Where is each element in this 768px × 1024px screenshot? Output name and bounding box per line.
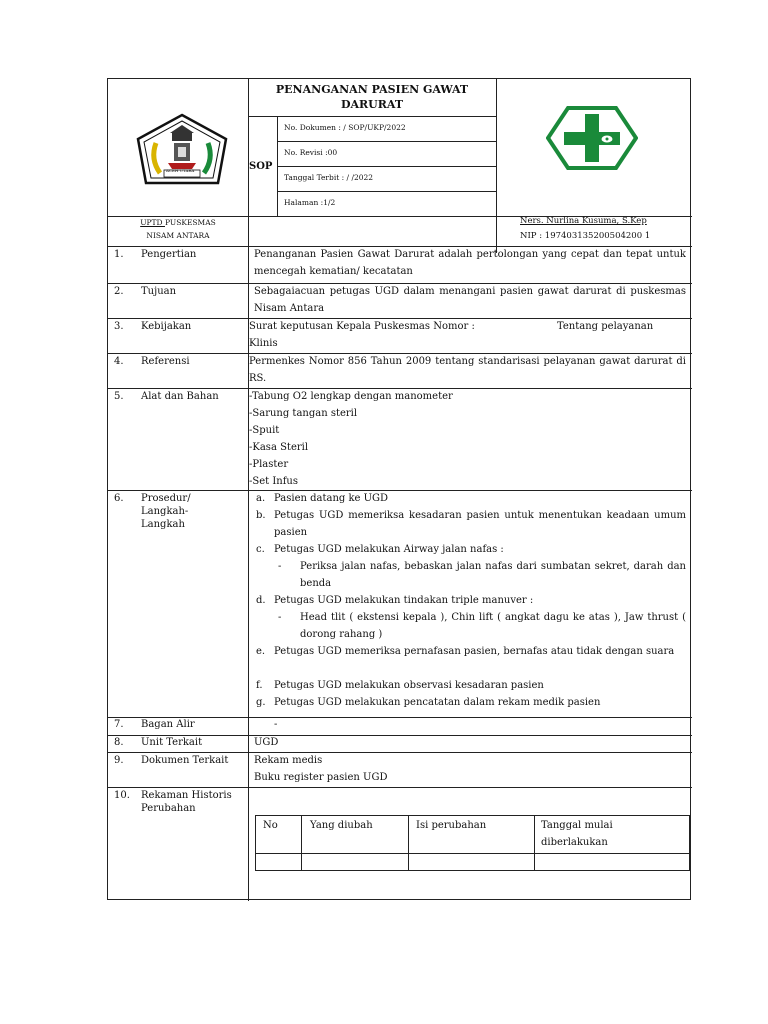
document-title-line1: PENANGANAN PASIEN GAWAT xyxy=(275,83,469,96)
page-number: Halaman :1/2 xyxy=(284,198,336,207)
step-text: Petugas UGD melakukan pencatatan dalam rekam medik pasien xyxy=(274,697,601,708)
row-label-kebijakan: Kebijakan xyxy=(141,321,192,332)
emblem-caption: ACEH UTARA xyxy=(166,168,195,173)
substep-marker: - xyxy=(278,561,282,572)
sop-document xyxy=(107,78,691,900)
org-name-puskesmas: PUSKESMAS xyxy=(164,218,216,227)
substep-marker: - xyxy=(278,612,282,623)
document-title-line2: DARURAT xyxy=(340,98,404,111)
org-name-uptd: UPTD xyxy=(140,218,165,227)
content-unit-terkait: UGD xyxy=(254,737,279,748)
row-label-rekaman-2: Perubahan xyxy=(141,803,196,814)
content-bagan-alir: - xyxy=(274,719,278,730)
step-marker: e. xyxy=(256,646,266,657)
step-marker: a. xyxy=(256,493,266,504)
step-text: Petugas UGD melakukan tindakan triple manuver : xyxy=(274,595,534,606)
row-label-dokumen-terkait: Dokumen Terkait xyxy=(141,755,229,766)
content-kebijakan-a: Surat keputusan Kepala Puskesmas Nomor : xyxy=(249,321,475,332)
list-item: -Spuit xyxy=(249,425,280,436)
content-referensi: Permenkes Nomor 856 Tahun 2009 tentang standarisasi pelayanan gawat darurat di RS. xyxy=(249,356,686,384)
list-item: Rekam medis xyxy=(254,755,323,766)
org-name-line2: NISAM ANTARA xyxy=(146,231,210,240)
sop-label: SOP xyxy=(249,161,273,172)
revision-number: No. Revisi :00 xyxy=(284,148,338,157)
row-number: 8. xyxy=(114,737,124,748)
table-header-no: No xyxy=(263,820,278,831)
table-header-isi-perubahan: Isi perubahan xyxy=(416,820,487,831)
row-label-bagan-alir: Bagan Alir xyxy=(141,719,195,730)
row-number: 9. xyxy=(114,755,124,766)
row-label-alat-bahan: Alat dan Bahan xyxy=(141,391,219,402)
step-marker: b. xyxy=(256,510,266,521)
signer-name: Ners. Nurlina Kusuma, S.Kep xyxy=(520,216,647,226)
org-name-line1 xyxy=(108,217,248,229)
step-marker: c. xyxy=(256,544,265,555)
step-marker: d. xyxy=(256,595,266,606)
content-tujuan: Sebagaiacuan petugas UGD dalam menangani pasien gawat darurat di puskesmas Nisam Antara xyxy=(254,286,686,314)
step-marker: g. xyxy=(256,697,266,708)
step-text: Petugas UGD memeriksa pernafasan pasien, bernafas atau tidak dengan suara xyxy=(274,646,675,657)
table-header-yang-diubah: Yang diubah xyxy=(310,820,373,831)
step-text: Pasien datang ke UGD xyxy=(274,493,389,504)
substep-text: Periksa jalan nafas, bebaskan jalan nafas dari sumbatan sekret, darah dan benda xyxy=(300,561,686,589)
list-item: -Sarung tangan steril xyxy=(249,408,358,419)
list-item: -Set Infus xyxy=(249,476,299,487)
content-kebijakan-b: Tentang pelayanan xyxy=(557,321,654,332)
substep-text: Head tlit ( ekstensi kepala ), Chin lift ( angkat dagu ke atas ), Jaw thrust ( dorong rahang ) xyxy=(300,612,686,640)
revision-history-table xyxy=(255,815,690,871)
content-pengertian: Penanganan Pasien Gawat Darurat adalah pertolongan yang cepat dan tepat untuk mencegah kematian/ kecatatan xyxy=(254,249,686,277)
row-number: 4. xyxy=(114,356,124,367)
row-label-rekaman-1: Rekaman Historis xyxy=(141,790,232,801)
list-item: Buku register pasien UGD xyxy=(254,772,388,783)
row-label-unit-terkait: Unit Terkait xyxy=(141,737,203,748)
regency-emblem-logo xyxy=(134,113,230,191)
doc-number: No. Dokumen : / SOP/UKP/2022 xyxy=(284,123,406,132)
row-number: 6. xyxy=(114,493,124,504)
row-number: 2. xyxy=(114,286,124,297)
signer-nip: NIP : 197403135200504200 1 xyxy=(520,231,651,241)
row-label-prosedur-1: Prosedur/ xyxy=(141,493,191,504)
list-item: -Plaster xyxy=(249,459,289,470)
row-label-referensi: Referensi xyxy=(141,356,190,367)
row-label-prosedur-3: Langkah xyxy=(141,519,185,530)
step-text: Petugas UGD melakukan Airway jalan nafas : xyxy=(274,544,504,555)
issue-date: Tanggal Terbit : / /2022 xyxy=(284,173,374,182)
step-text: Petugas UGD memeriksa kesadaran pasien untuk menentukan keadaan umum pasien xyxy=(274,510,686,538)
puskesmas-logo xyxy=(546,106,638,170)
list-item: -Tabung O2 lengkap dengan manometer xyxy=(249,391,453,402)
list-item: -Kasa Steril xyxy=(249,442,309,453)
table-header-tanggal: Tanggal mulai diberlakukan xyxy=(541,820,613,848)
step-marker: f. xyxy=(256,680,263,691)
row-label-tujuan: Tujuan xyxy=(141,286,177,297)
row-number: 3. xyxy=(114,321,124,332)
row-number: 1. xyxy=(114,249,124,260)
row-label-prosedur-2: Langkah- xyxy=(141,506,189,517)
row-number: 10. xyxy=(114,790,130,801)
row-label-pengertian: Pengertian xyxy=(141,249,197,260)
content-kebijakan-c: Klinis xyxy=(249,338,278,349)
step-text: Petugas UGD melakukan observasi kesadaran pasien xyxy=(274,680,544,691)
row-number: 7. xyxy=(114,719,124,730)
row-number: 5. xyxy=(114,391,124,402)
